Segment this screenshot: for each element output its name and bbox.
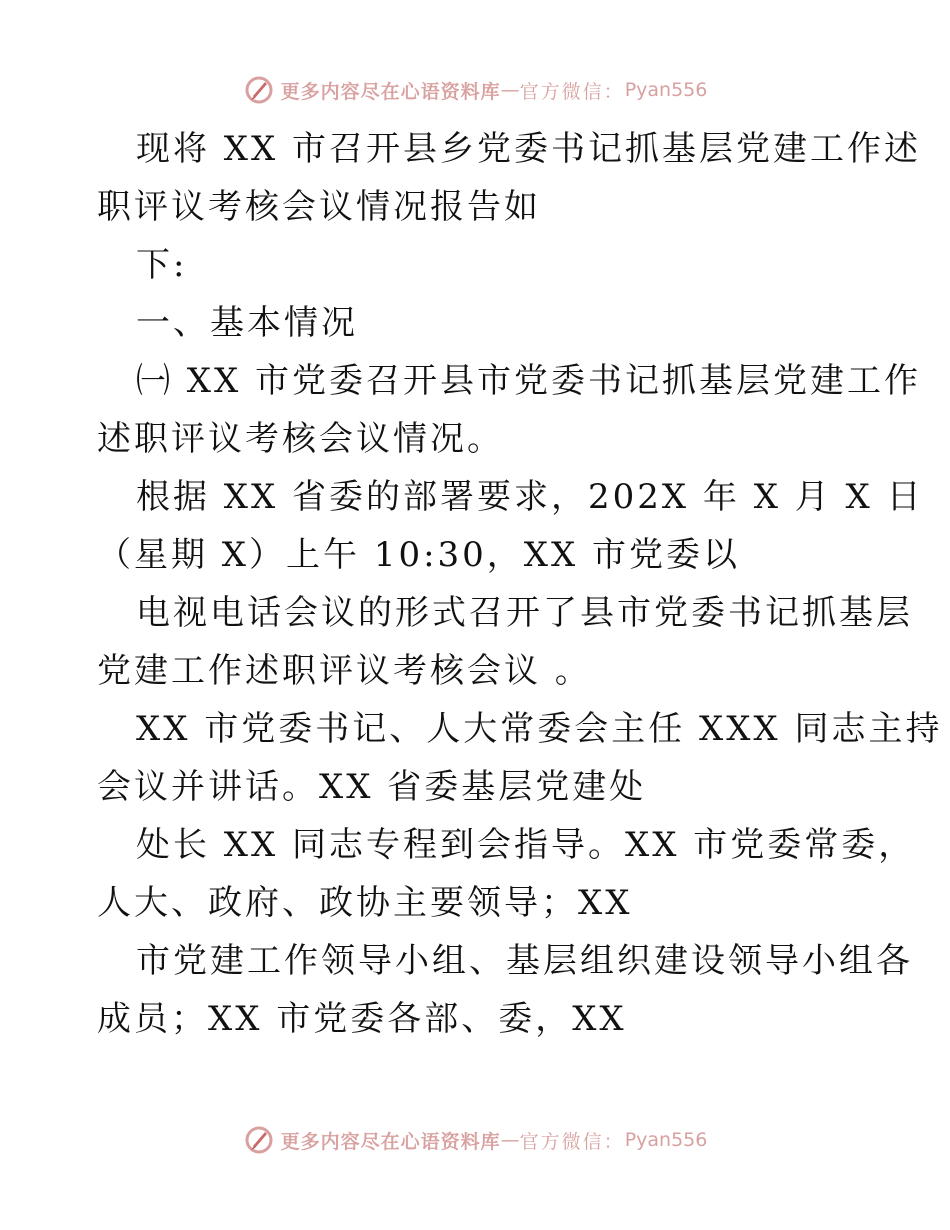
watermark-dash: — (500, 79, 520, 101)
watermark-dash: — (500, 1129, 520, 1151)
watermark-wechat-label: 官方微信： (519, 80, 625, 103)
subsection-heading: 述职评议考核会议情况。 (97, 419, 504, 459)
watermark-brand-text: 更多内容尽在心语资料库 (280, 80, 501, 103)
paragraph-line: 职评议考核会议情况报告如 (97, 187, 541, 227)
header-watermark (0, 70, 950, 110)
paragraph-line: XX 市党委书记、人大常委会主任 XXX 同志主持 (136, 709, 943, 749)
quill-pen-logo-icon (243, 1124, 275, 1156)
document-body (97, 120, 943, 1048)
watermark-brand-text: 更多内容尽在心语资料库 (280, 1130, 501, 1153)
watermark-wechat-label: 官方微信： (519, 1130, 625, 1153)
paragraph-line: 现将 XX 市召开县乡党委书记抓基层党建工作述 (136, 129, 922, 169)
paragraph-line: 市党建工作领导小组、基层组织建设领导小组各 (136, 941, 913, 981)
paragraph-line: （星期 X）上午 10:30，XX 市党委以 (97, 535, 741, 575)
paragraph-line: 成员；XX 市党委各部、委，XX (97, 999, 627, 1039)
paragraph-line: 会议并讲话。XX 省委基层党建处 (97, 767, 647, 807)
watermark-wechat-id: Pyan556 (624, 1129, 708, 1151)
watermark-wechat-id: Pyan556 (624, 79, 708, 101)
paragraph-line: 下: (136, 245, 188, 285)
paragraph-line: 处长 XX 同志专程到会指导。XX 市党委常委， (136, 825, 916, 865)
subsection-heading: ㈠ XX 市党委召开县市党委书记抓基层党建工作 (136, 361, 922, 401)
quill-pen-logo-icon (243, 74, 275, 106)
section-heading: 一、基本情况 (136, 303, 358, 343)
footer-watermark (0, 1120, 950, 1160)
paragraph-line: 根据 XX 省委的部署要求，202X 年 X 月 X 日 (136, 477, 924, 517)
paragraph-line: 党建工作述职评议考核会议 。 (97, 651, 592, 691)
paragraph-line: 电视电话会议的形式召开了县市党委书记抓基层 (136, 593, 913, 633)
paragraph-line: 人大、政府、政协主要领导；XX (97, 883, 633, 923)
